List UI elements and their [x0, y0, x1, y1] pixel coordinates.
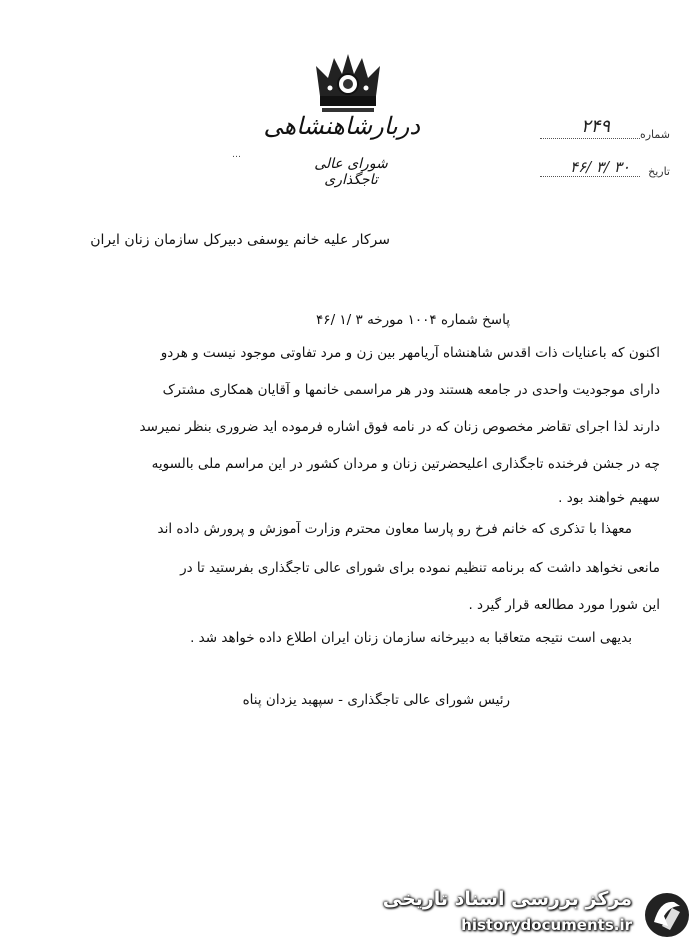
- royal-crown-emblem: [312, 52, 384, 114]
- body-line: مانعی نخواهد داشت که برنامه تنظیم نموده برای شورای عالی تاجگذاری بفرستید تا در: [180, 560, 660, 576]
- date-dotline: [540, 176, 640, 177]
- body-line: دارای موجودیت واحدی در جامعه هستند ودر هر مراسمی خانمها و آقایان همکاری مشترک: [162, 382, 660, 398]
- reply-reference: پاسخ شماره ۱۰۰۴ مورخه ۳ /۱ /۴۶: [316, 312, 510, 328]
- watermark-url: historydocuments.ir: [461, 916, 632, 934]
- letter-number: ۲۴۹: [580, 116, 610, 137]
- body-line: چه در جشن فرخنده تاجگذاری اعلیحضرتین زنان و مردان کشور در این مراسم ملی بالسویه: [151, 456, 660, 472]
- number-dotline: [540, 138, 640, 139]
- archive-logo-icon: [642, 890, 692, 940]
- archive-watermark: [382, 884, 692, 944]
- closing-line: بدیهی است نتیجه متعاقبا به دبیرخانه سازمان زنان ایران اطلاع داده خواهد شد .: [190, 630, 632, 646]
- addressee-line: سرکار علیه خانم یوسفی دبیرکل سازمان زنان ایران: [90, 232, 390, 248]
- watermark-persian: مرکز بررسی اسناد تاریخی: [382, 888, 632, 910]
- body-line: سهیم خواهند بود .: [558, 490, 660, 506]
- body-line: دارند لذا اجرای تقاضر مخصوص زنان که در نامه فوق اشاره فرموده اید ضروری بنظر نمیرسد: [139, 419, 660, 435]
- letter-date: ۳۰ /۳ /۴۶: [570, 158, 630, 176]
- court-title: دربارشاهنشاهی: [263, 112, 420, 140]
- body-line: این شورا مورد مطالعه قرار گیرد .: [468, 597, 660, 613]
- council-subtitle: شورای عالی تاجگذاری: [314, 156, 388, 188]
- body-line: معهذا با تذکری که خانم فرخ رو پارسا معاون محترم وزارت آموزش و پرورش داده اند: [157, 521, 632, 537]
- ink-speck: …: [232, 150, 241, 160]
- body-line: اکنون که باعنایات ذات اقدس شاهنشاه آریامهر بین زن و مرد تفاوتی موجود نیست و هردو: [160, 345, 660, 361]
- date-label: تاریخ: [648, 165, 670, 178]
- number-label: شماره: [639, 128, 670, 141]
- signature-line: رئیس شورای عالی تاجگذاری - سپهبد یزدان پناه: [242, 692, 510, 708]
